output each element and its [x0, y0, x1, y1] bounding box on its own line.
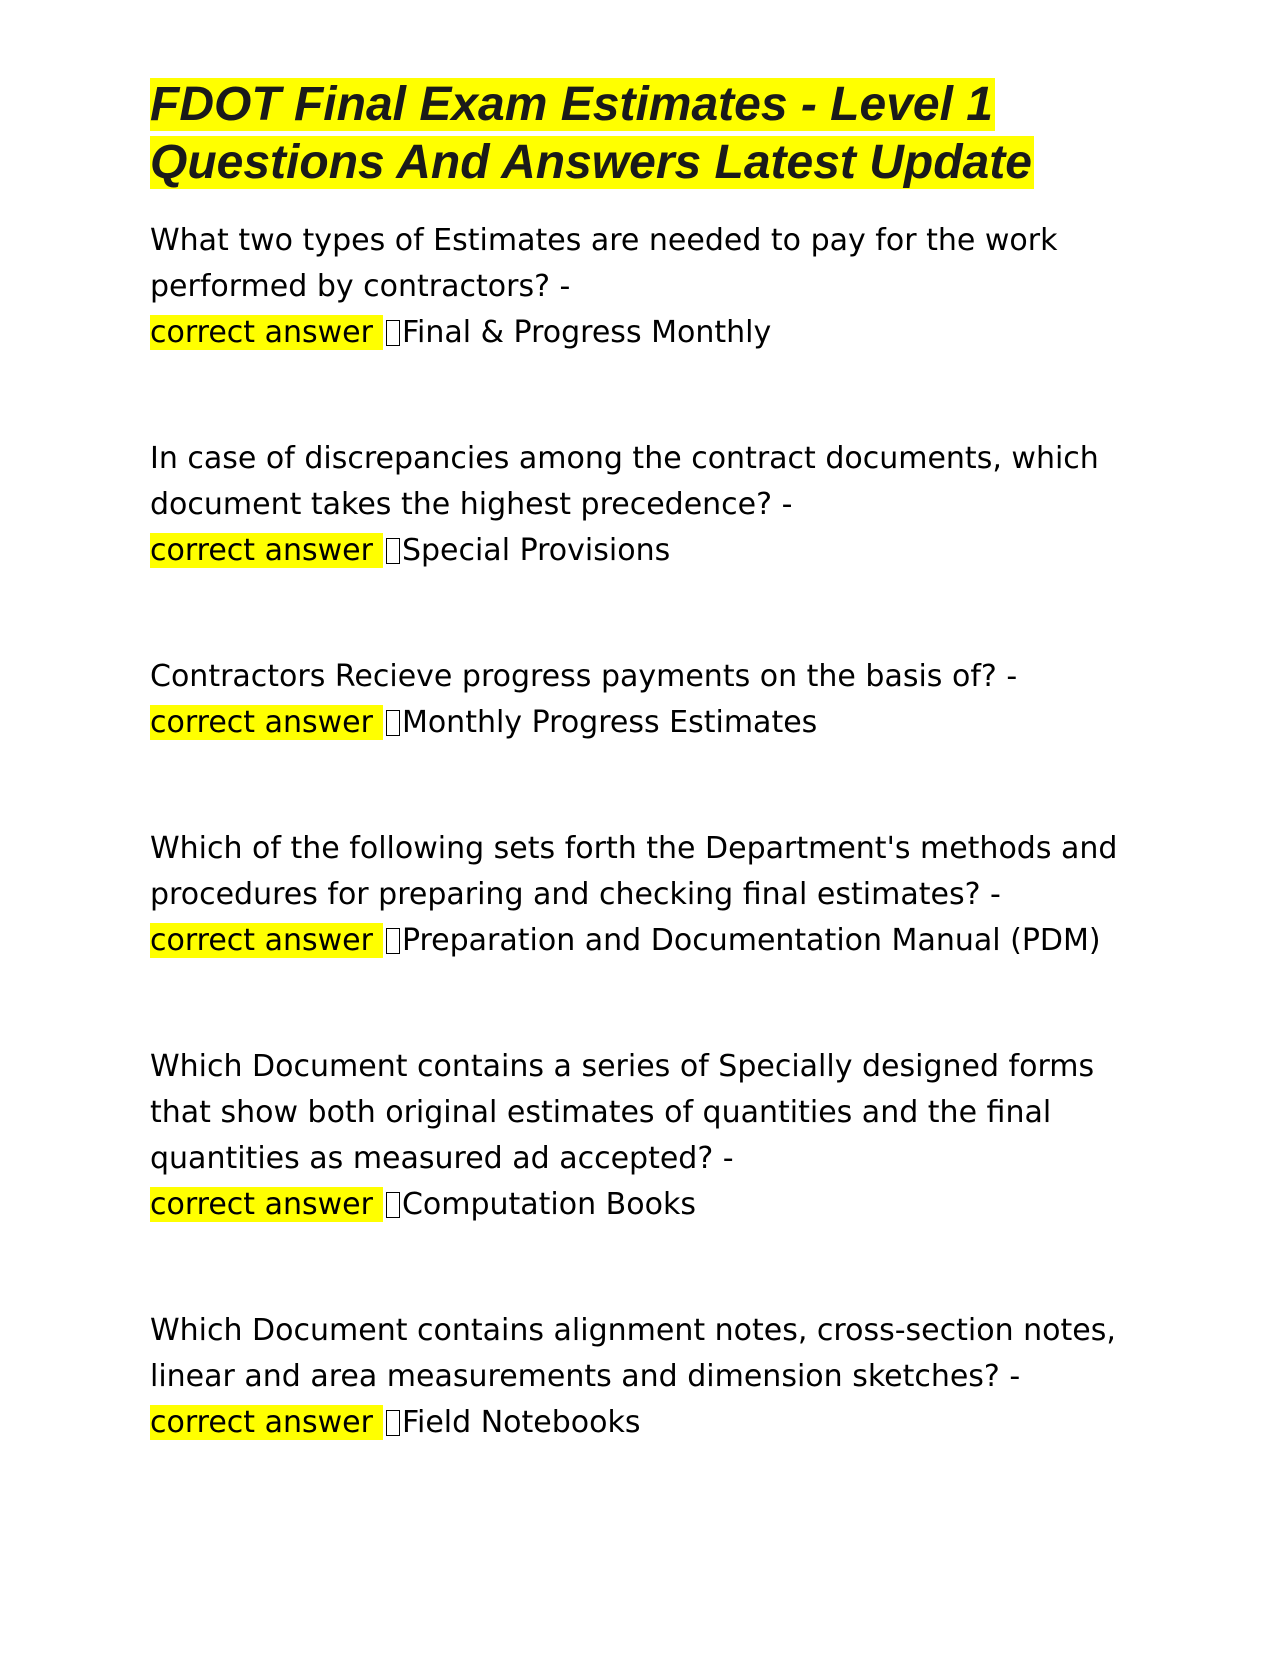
qa-list [150, 218, 1130, 1446]
qa-item [150, 826, 1130, 964]
title-line-2: Questions And Answers Latest Update [150, 136, 1032, 189]
answer-label: correct answer [150, 533, 383, 568]
question-text: In case of discrepancies among the contract documents, which document takes the highest precedence? - [150, 441, 1099, 522]
answer-label: correct answer [150, 1187, 383, 1222]
answer-line [150, 700, 1130, 746]
missing-glyph-icon [386, 710, 400, 736]
question-text: Contractors Recieve progress payments on the basis of? - [150, 659, 1018, 694]
answer-line [150, 918, 1130, 964]
answer-text: Special Provisions [401, 533, 671, 568]
answer-line [150, 1182, 1130, 1228]
missing-glyph-icon [386, 1192, 400, 1218]
answer-label: correct answer [150, 705, 383, 740]
qa-item [150, 654, 1130, 746]
answer-text: Preparation and Documentation Manual (PDM) [401, 923, 1101, 958]
title-line-1: FDOT Final Exam Estimates - Level 1 [150, 78, 993, 131]
qa-item [150, 1044, 1130, 1228]
question-text: Which of the following sets forth the Department's methods and procedures for preparing and checking final estimates? - [150, 831, 1118, 912]
qa-item [150, 1308, 1130, 1446]
document-page [150, 76, 1130, 1526]
answer-label: correct answer [150, 315, 383, 350]
qa-item [150, 436, 1130, 574]
missing-glyph-icon [386, 538, 400, 564]
answer-line [150, 528, 1130, 574]
answer-label: correct answer [150, 1405, 383, 1440]
answer-label: correct answer [150, 923, 383, 958]
answer-text: Monthly Progress Estimates [401, 705, 818, 740]
missing-glyph-icon [386, 320, 400, 346]
missing-glyph-icon [386, 928, 400, 954]
question-text: Which Document contains alignment notes, cross-section notes, linear and area measurements and dimension sketches? - [150, 1313, 1116, 1394]
question-text: What two types of Estimates are needed to pay for the work performed by contractors? - [150, 223, 1058, 304]
answer-text: Field Notebooks [401, 1405, 641, 1440]
answer-text: Final & Progress Monthly [401, 315, 772, 350]
answer-text: Computation Books [401, 1187, 696, 1222]
document-title [150, 76, 1130, 192]
qa-item [150, 218, 1130, 356]
answer-line [150, 310, 1130, 356]
missing-glyph-icon [386, 1410, 400, 1436]
answer-line [150, 1400, 1130, 1446]
question-text: Which Document contains a series of Specially designed forms that show both original estimates of quantities and the final quantities as measured ad accepted? - [150, 1049, 1095, 1176]
